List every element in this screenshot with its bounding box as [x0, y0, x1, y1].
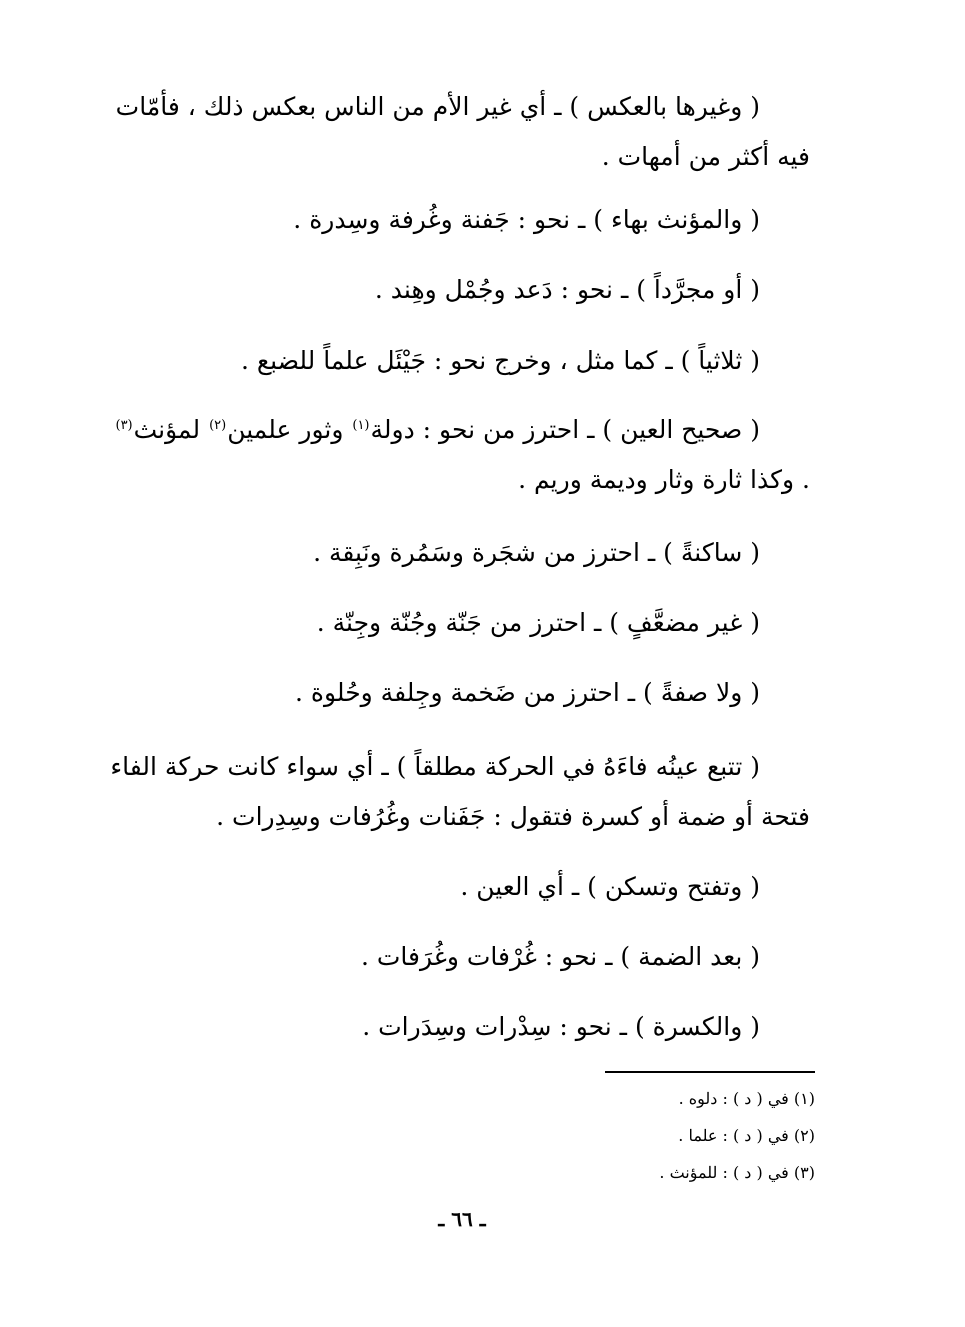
paragraph-2: ( والمؤنث بهاء ) ـ نحو : جَفنة وغُرفة وسِدرة . [293, 205, 760, 234]
paragraph-4: ( ثلاثياً ) ـ كما مثل ، وخرج نحو : جَيْئَل علماً للضبع . [240, 346, 760, 375]
page-number: ـ ٦٦ ـ [438, 1207, 486, 1231]
paragraph-9: ( تتبع عينُه فاءَهُ في الحركة مطلقاً ) ـ أي سواء كانت حركة الفاء فتحة أو ضمة أو كسرة فتقول : جَفَنات وغُرُفات وسِدِرات . [110, 752, 810, 831]
paragraph-5-part-4: . وكذا ثارة وثار وديمة وريم . [518, 465, 810, 494]
paragraph-1: ( وغيرها بالعكس ) ـ أي غير الأم من الناس بعكس ذلك ، فأمّات فيه أكثر من أمهات . [115, 92, 810, 171]
paragraph-6: ( ساكنةً ) ـ احترز من شجَرة وسَمُرة ونَبِقة . [313, 538, 760, 567]
footnote-ref-1: (١) [352, 417, 370, 433]
paragraph-12: ( والكسرة ) ـ نحو : سِدْرات وسِدَرات . [362, 1012, 760, 1041]
paragraph-10: ( وتفتح وتسكن ) ـ أي العين . [460, 872, 760, 901]
paragraph-5-part-3: لمؤنث [133, 415, 209, 444]
footnote-ref-3: (٣) [115, 417, 133, 433]
paragraph-5 [110, 405, 810, 505]
footnote-3: (٣) في ( د ) : للمؤنث . [659, 1163, 815, 1182]
paragraph-8: ( ولا صفةً ) ـ احترز من ضَخمة وجِلفة وحُلوة . [295, 678, 760, 707]
footnote-2: (٢) في ( د ) : علما . [678, 1126, 815, 1145]
paragraph-5-part-1: ( صحيح العين ) ـ احترز من نحو : دولة [370, 415, 760, 444]
paragraph-7: ( غير مضعَّفٍ ) ـ احترز من جَنّة وجُنّة وجِنّة . [316, 608, 760, 637]
footnote-divider [605, 1071, 815, 1073]
footnote-1: (١) في ( د ) : دلوه . [678, 1089, 815, 1108]
footnote-ref-2: (٢) [209, 417, 227, 433]
paragraph-11: ( بعد الضمة ) ـ نحو : غُرْفات وغُرَفات . [361, 942, 760, 971]
paragraph-3: ( أو مجرَّداً ) ـ نحو : دَعد وجُمْل وهِند . [374, 275, 760, 304]
paragraph-5-part-2: وثور علمين [227, 415, 352, 444]
